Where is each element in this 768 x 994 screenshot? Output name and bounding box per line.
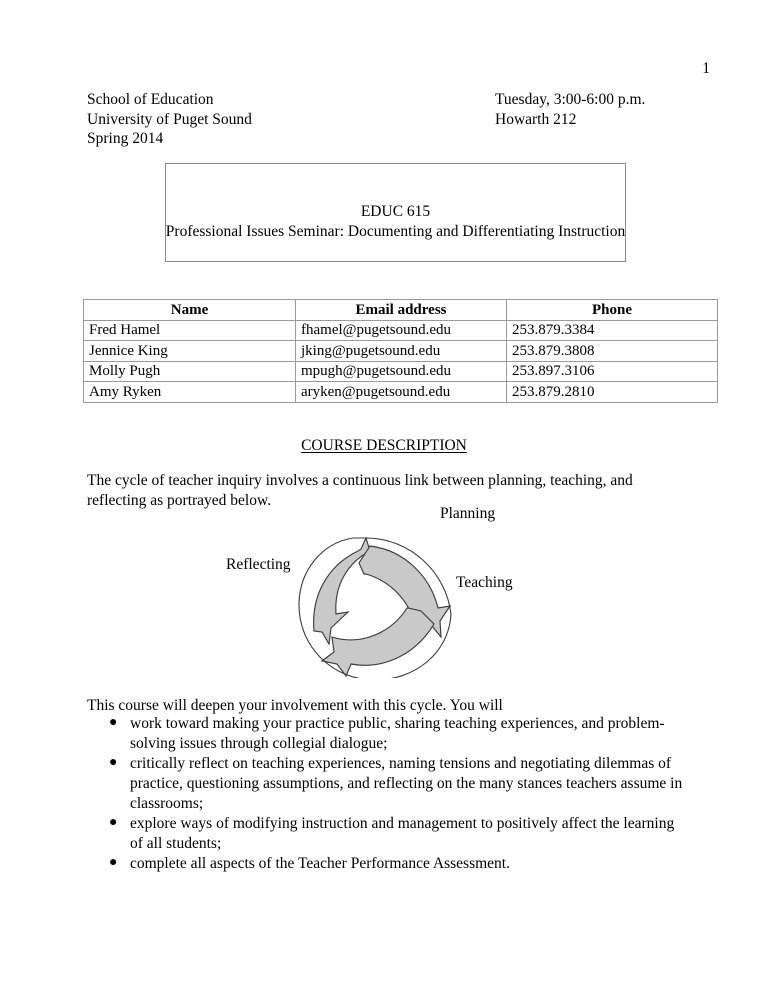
list-item-text: work toward making your practice public, sharing teaching experiences, and problem-solving issues through collegial dialogue; [130,715,665,752]
cell-email: mpugh@pugetsound.edu [296,361,507,382]
list-item [87,814,687,854]
bullet-icon: ● [109,755,118,770]
header-right-line-2: Howarth 212 [495,110,577,128]
diagram-label-reflecting: Reflecting [226,556,291,573]
header-right-line-1: Tuesday, 3:00-6:00 p.m. [495,91,646,108]
cell-phone: 253.879.3808 [507,341,718,362]
header-row [87,90,687,110]
header-left-line-3: Spring 2014 [87,130,164,147]
cell-email: jking@pugetsound.edu [296,341,507,362]
header-left-line-1: School of Education [87,91,214,108]
cell-phone: 253.879.3384 [507,320,718,341]
cell-name: Jennice King [84,341,296,362]
course-objectives-list [87,714,687,874]
table-row [84,341,718,362]
list-item-text: complete all aspects of the Teacher Performance Assessment. [130,855,510,872]
header-left-line-2: University of Puget Sound [87,110,252,128]
course-title-box [165,163,626,262]
diagram-label-teaching: Teaching [456,574,513,591]
cell-name: Molly Pugh [84,361,296,382]
cell-name: Fred Hamel [84,320,296,341]
column-header-email: Email address [296,300,507,321]
closing-line: This course will deepen your involvement with this cycle. You will [87,697,503,714]
cell-email: fhamel@pugetsound.edu [296,320,507,341]
cell-phone: 253.897.3106 [507,361,718,382]
bullet-icon: ● [109,815,118,830]
table-row [84,320,718,341]
document-header [87,90,687,149]
column-header-name: Name [84,300,296,321]
table-header-row [84,300,718,321]
cell-email: aryken@pugetsound.edu [296,382,507,403]
course-code: EDUC 615 [360,203,431,220]
list-item [87,754,687,814]
list-item [87,714,687,754]
bullet-icon: ● [109,855,118,870]
list-item [87,854,687,874]
section-heading-course-description [0,436,768,455]
header-row [87,110,687,130]
course-title: Professional Issues Seminar: Documenting and Differentiating Instruction [165,222,626,240]
contacts-table [83,299,718,403]
page-number: 1 [702,60,710,77]
bullet-icon: ● [109,715,118,730]
list-item-text: critically reflect on teaching experiences, naming tensions and negotiating dilemmas of practice, questioning assumptions, and reflecting on the many stances teachers assume in classrooms; [130,755,683,812]
header-row [87,129,687,149]
teacher-inquiry-cycle-diagram [218,498,548,678]
table-row [84,382,718,403]
column-header-phone: Phone [507,300,718,321]
section-heading-text: COURSE DESCRIPTION [301,437,467,454]
intro-paragraph: The cycle of teacher inquiry involves a continuous link between planning, teaching, and reflecting as portrayed below. [87,472,633,509]
cell-phone: 253.879.2810 [507,382,718,403]
arrow-planning [314,538,370,644]
cycle-arrows [314,538,450,676]
diagram-label-planning: Planning [440,505,496,522]
table-row [84,361,718,382]
list-item-text: explore ways of modifying instruction and management to positively affect the learning of all students; [130,815,675,852]
cell-name: Amy Ryken [84,382,296,403]
